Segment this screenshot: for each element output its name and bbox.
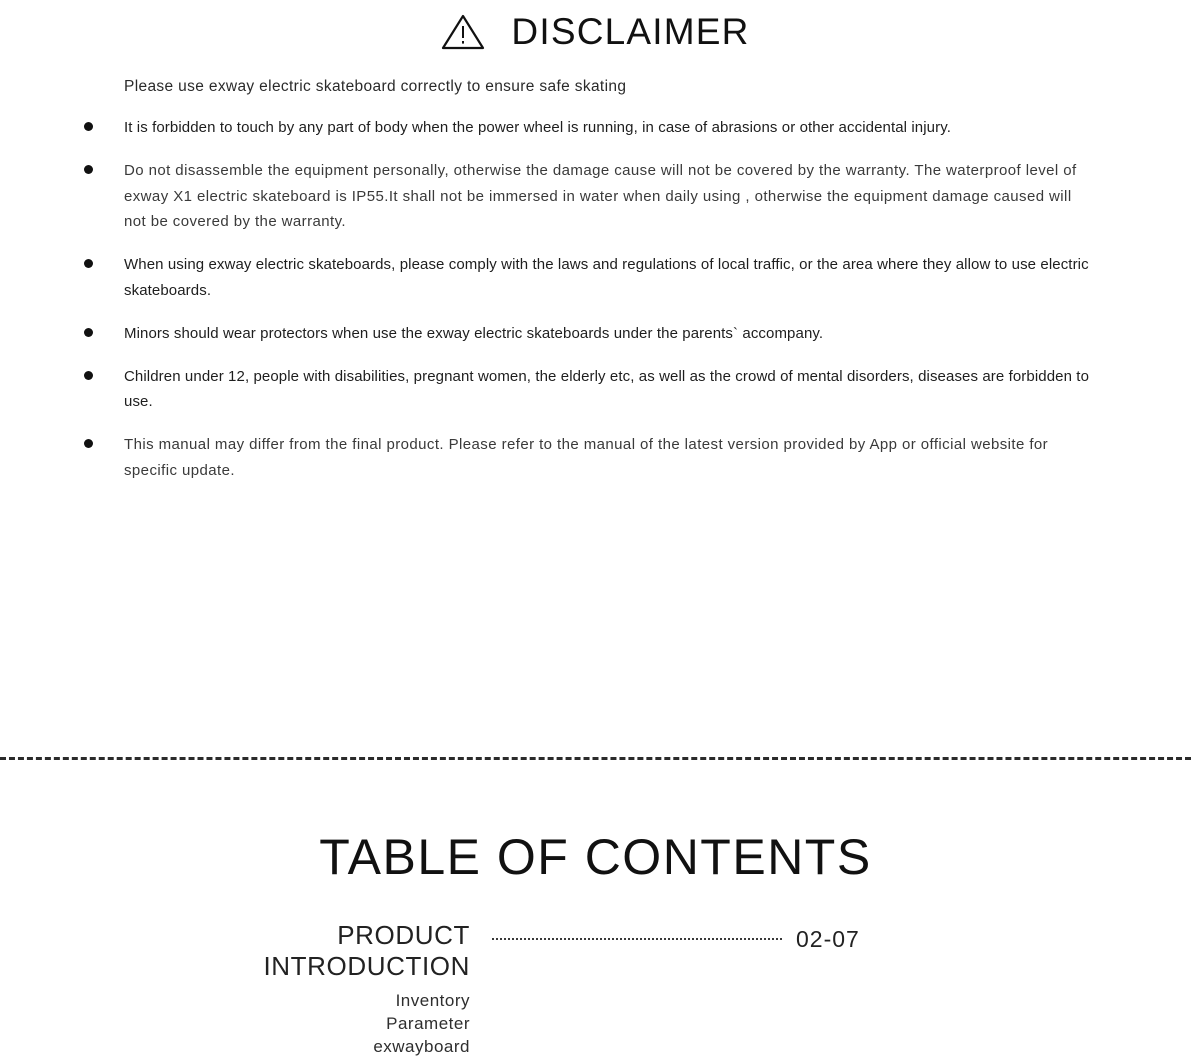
list-item-text: It is forbidden to touch by any part of body when the power wheel is running, in case of abrasions or other accidental injury. [124,119,951,136]
disclaimer-intro: Please use exway electric skateboard correctly to ensure safe skating [124,78,627,95]
list-item [84,115,1094,141]
bullet-dot-icon [84,165,93,174]
toc-subitem[interactable]: exwayboard [373,1036,470,1056]
disclaimer-header [0,0,1191,58]
warning-triangle-icon [441,13,485,51]
toc-entry-label-line1: PRODUCT [337,920,470,950]
bullet-dot-icon [84,328,93,337]
list-item-text: This manual may differ from the final product. Please refer to the manual of the latest version provided by App or official website for specific update. [124,436,1049,479]
toc-subitem[interactable]: Parameter [386,1013,470,1033]
list-item [84,252,1094,304]
bullet-dot-icon [84,371,93,380]
list-item-text: Children under 12, people with disabilities, pregnant women, the elderly etc, as well as the crowd of mental disorders, diseases are forbidden to use. [124,367,1090,411]
toc-subitem-list [120,990,470,1059]
bullet-dot-icon [84,259,93,268]
table-of-contents-title: TABLE OF CONTENTS [319,829,872,885]
page-title: DISCLAIMER [511,11,750,52]
list-item-text: Minors should wear protectors when use the exway electric skateboards under the parents` accompany. [124,324,824,342]
bullet-dot-icon [84,439,93,448]
bullet-dot-icon [84,122,93,131]
list-item [84,432,1094,484]
section-divider [0,757,1191,760]
list-item-text: Do not disassemble the equipment personally, otherwise the damage cause will not be covered by the warranty. The waterproof level of exway X1 electric skateboard is IP55.It shall not be immersed in water when daily using , otherwise the equipment damage caused will not be covered by the warranty. [124,161,1077,231]
toc-entry-label-line2: INTRODUCTION [263,951,470,982]
list-item [84,158,1094,235]
toc-entry-label [120,920,470,982]
list-item-text: When using exway electric skateboards, please comply with the laws and regulations of local traffic, or the area where they allow to use electric skateboards. [124,256,1089,299]
toc-entry-product-introduction[interactable] [120,920,1080,982]
list-item [84,321,1094,347]
disclaimer-bullet-list [84,115,1094,501]
toc-subitem[interactable]: Inventory [395,991,470,1010]
toc-leader-dots [492,938,782,940]
list-item [84,364,1094,416]
toc-entry-pages: 02-07 [796,926,860,952]
